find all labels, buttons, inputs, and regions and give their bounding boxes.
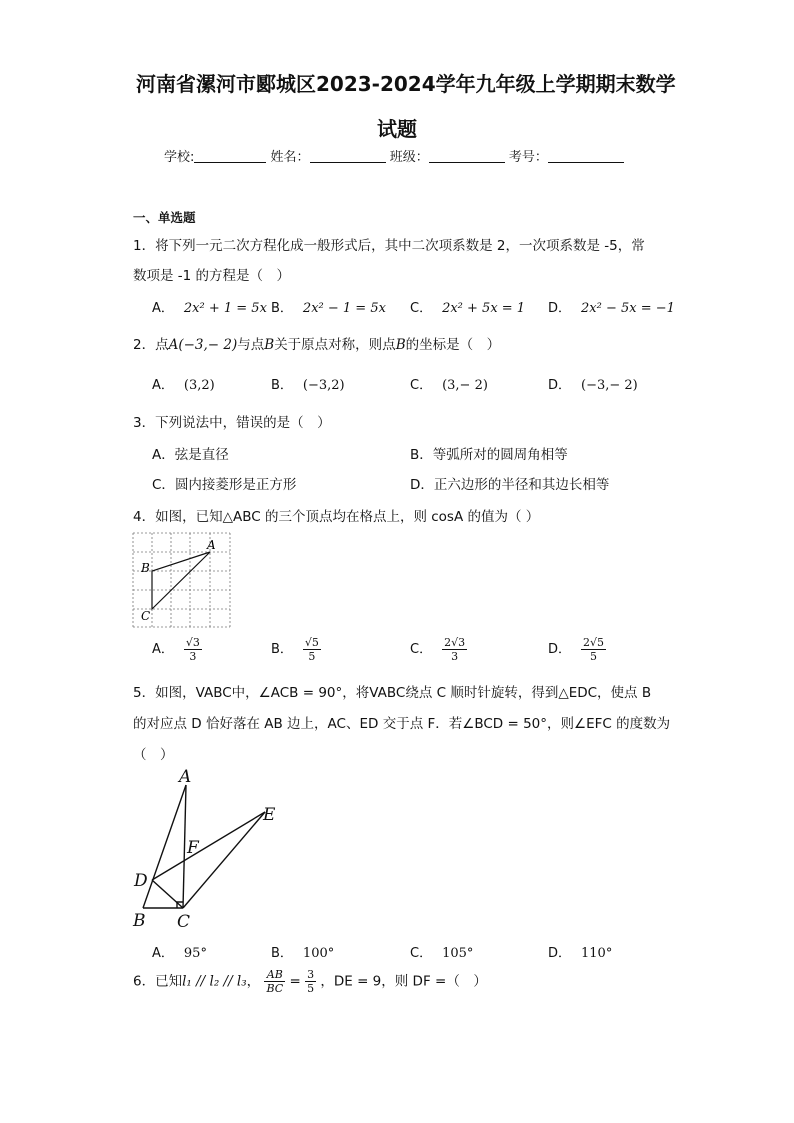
q2-stem: 2．点A(−3,− 2)与点B关于原点对称，则点B的坐标是（ ） — [133, 337, 501, 353]
q3-option-d[interactable]: D．正六边形的半径和其边长相等 — [410, 477, 610, 493]
q5-lines — [143, 785, 265, 908]
q1-option-c[interactable]: C． 2x² + 5x = 1 — [410, 301, 526, 316]
q4-triangle — [152, 552, 210, 609]
student-info-line — [164, 146, 624, 165]
q1-option-b[interactable]: B． 2x² − 1 = 5x — [271, 301, 386, 316]
q6-value-fraction: $\frac{3}{5}$ — [307, 968, 315, 995]
q4-option-d[interactable]: D． $\frac{2√5}{5}$ — [548, 636, 605, 663]
class-label: 班级： — [389, 150, 429, 165]
q4-stem: 4．如图，已知△ABC 的三个顶点均在格点上，则 cosA 的值为（ ） — [133, 509, 540, 525]
q5-stem-line2: 的对应点 D 恰好落在 AB 边上，AC、ED 交于点 F．若∠BCD = 50°，则∠EFC 的度数为 — [133, 716, 671, 732]
q6-stem: 6．已知l₁ // l₂ // l₃， $\frac{AB}{BC}$ = $\frac{3}{5}$ ，DE = 9，则 DF =（ ） — [133, 968, 487, 995]
q5-label-b: B — [133, 911, 146, 931]
q3-option-c[interactable]: C．圆内接菱形是正方形 — [152, 477, 297, 493]
q3-option-b[interactable]: B．等弧所对的圆周角相等 — [410, 447, 568, 463]
school-label: 学校: — [164, 150, 195, 165]
q5-option-b[interactable]: B． 100° — [271, 946, 335, 961]
q1-option-a[interactable]: A． 2x² + 1 = 5x — [152, 301, 267, 316]
q5-label-e: E — [263, 805, 276, 825]
q4-label-b: B — [141, 561, 150, 575]
q5-option-a[interactable]: A． 95° — [152, 946, 207, 961]
q3-option-a[interactable]: A．弦是直径 — [152, 447, 229, 463]
name-label: 姓名： — [270, 150, 310, 165]
exam-no-blank[interactable] — [548, 148, 624, 163]
q6-ratio-fraction: $\frac{AB}{BC}$ — [266, 968, 284, 995]
q5-label-a: A — [179, 767, 192, 787]
doc-title-line1: 河南省漯河市郾城区2023-2024学年九年级上学期期末数学 — [136, 72, 676, 96]
q5-label-f: F — [187, 838, 199, 858]
section-heading: 一、单选题 — [133, 210, 196, 225]
q3-stem: 3．下列说法中，错误的是（ ） — [133, 415, 331, 431]
q4-label-c: C — [141, 609, 151, 623]
q1-option-d[interactable]: D． 2x² − 5x = −1 — [548, 301, 675, 316]
school-blank[interactable] — [194, 148, 266, 163]
q5-option-c[interactable]: C． 105° — [410, 946, 474, 961]
exam-no-label: 考号： — [508, 150, 548, 165]
q5-label-c: C — [177, 912, 191, 932]
q2-option-d[interactable]: D． (−3,− 2) — [548, 378, 638, 393]
q2-option-c[interactable]: C． (3,− 2) — [410, 378, 488, 393]
class-blank[interactable] — [429, 148, 505, 163]
q5-label-d: D — [134, 871, 148, 891]
q5-figure — [128, 762, 288, 934]
q4-option-a[interactable]: A． $\frac{√3}{3}$ — [152, 636, 200, 663]
q5-stem-line1: 5．如图，VABC中，∠ACB = 90°，将VABC绕点 C 顺时针旋转，得到△EDC，使点 B — [133, 685, 652, 701]
q4-label-a: A — [207, 538, 216, 552]
q1-stem-line2: 数项是 -1 的方程是（ ） — [133, 268, 291, 284]
q1-stem-line1: 1．将下列一元二次方程化成一般形式后，其中二次项系数是 2，一次项系数是 -5，常 — [133, 238, 645, 254]
q4-option-b[interactable]: B． $\frac{√5}{5}$ — [271, 636, 319, 663]
q5-stem-line3: （ ） — [133, 747, 174, 763]
q2-option-a[interactable]: A． (3,2) — [152, 378, 215, 393]
doc-title-line2: 试题 — [377, 117, 417, 141]
q5-option-d[interactable]: D． 110° — [548, 946, 613, 961]
q4-grid-figure — [132, 532, 232, 628]
name-blank[interactable] — [310, 148, 386, 163]
q4-option-c[interactable]: C． $\frac{2√3}{3}$ — [410, 636, 466, 663]
q2-option-b[interactable]: B． (−3,2) — [271, 378, 345, 393]
